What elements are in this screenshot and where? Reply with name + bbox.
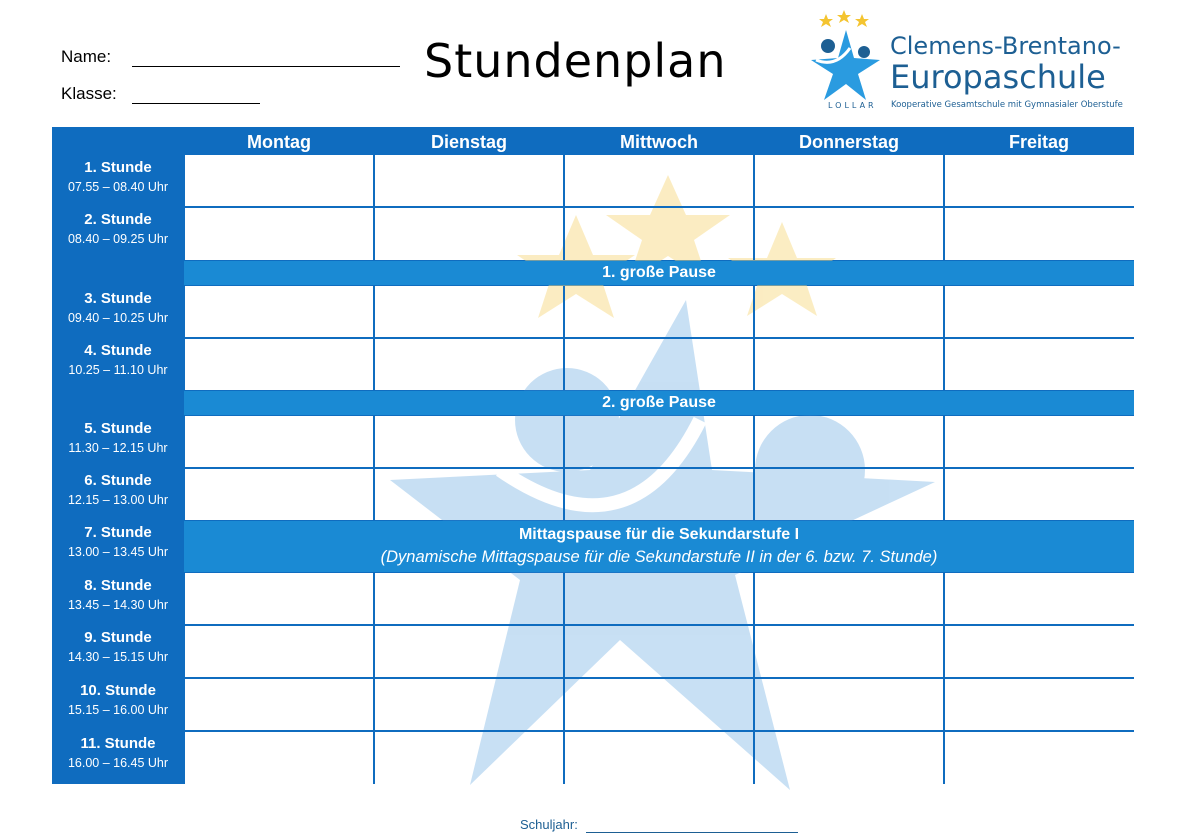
period-8 xyxy=(52,573,184,625)
period-time: 13.00 – 13.45 Uhr xyxy=(67,545,169,559)
period-time: 09.40 – 10.25 Uhr xyxy=(67,311,169,325)
period-name: 4. Stunde xyxy=(84,342,152,359)
logo-city: LOLLAR xyxy=(828,101,877,110)
period-time: 16.00 – 16.45 Uhr xyxy=(67,756,169,770)
period-name: 7. Stunde xyxy=(84,524,152,541)
period-time: 07.55 – 08.40 Uhr xyxy=(67,180,169,194)
period-2 xyxy=(52,207,184,260)
period-time: 10.25 – 11.10 Uhr xyxy=(68,363,168,377)
period-11 xyxy=(52,731,184,784)
period-1 xyxy=(52,155,184,207)
first-break-row: 1. große Pause xyxy=(184,261,1134,285)
day-header-wednesday: Mittwoch xyxy=(620,132,698,152)
period-time: 15.15 – 16.00 Uhr xyxy=(67,703,169,717)
period-time: 11.30 – 12.15 Uhr xyxy=(68,441,168,455)
period-name: 9. Stunde xyxy=(84,629,152,646)
logo-name-line1: Clemens-Brentano- xyxy=(890,32,1121,60)
lunch-break-label: Mittagspause für die Sekundarstufe I xyxy=(518,526,800,543)
day-header-tuesday: Dienstag xyxy=(430,132,508,152)
day-header-monday: Montag xyxy=(247,132,311,152)
lunch-break-row xyxy=(184,521,1134,572)
page-title: Stundenplan xyxy=(424,34,727,88)
period-name: 11. Stunde xyxy=(80,735,156,752)
school-year-label: Schuljahr: xyxy=(520,817,578,832)
period-name: 3. Stunde xyxy=(84,290,152,307)
school-year-field[interactable] xyxy=(586,832,798,833)
period-name: 1. Stunde xyxy=(84,159,152,176)
period-time: 13.45 – 14.30 Uhr xyxy=(67,598,169,612)
period-time: 08.40 – 09.25 Uhr xyxy=(67,232,169,246)
logo-subtitle: Kooperative Gesamtschule mit Gymnasialer Oberstufe xyxy=(891,100,1123,110)
class-label: Klasse: xyxy=(61,84,117,103)
lunch-break-note: (Dynamische Mittagspause für die Sekundarstufe II in der 6. bzw. 7. Stunde) xyxy=(380,548,938,566)
name-label: Name: xyxy=(61,47,112,66)
period-3 xyxy=(52,286,184,338)
period-5 xyxy=(52,416,184,468)
period-9 xyxy=(52,625,184,678)
period-4 xyxy=(52,338,184,390)
day-header-friday: Freitag xyxy=(1008,132,1069,152)
period-6 xyxy=(52,468,184,520)
period-name: 8. Stunde xyxy=(84,577,152,594)
day-header-thursday: Donnerstag xyxy=(798,132,899,152)
period-name: 2. Stunde xyxy=(84,211,152,228)
second-break-row: 2. große Pause xyxy=(184,391,1134,415)
period-time: 12.15 – 13.00 Uhr xyxy=(67,493,169,507)
logo-name-line2: Europaschule xyxy=(890,58,1106,96)
period-10 xyxy=(52,678,184,731)
period-7 xyxy=(52,520,184,573)
period-name: 6. Stunde xyxy=(84,472,152,489)
period-name: 5. Stunde xyxy=(84,420,152,437)
period-name: 10. Stunde xyxy=(80,682,156,699)
period-time: 14.30 – 15.15 Uhr xyxy=(67,650,169,664)
